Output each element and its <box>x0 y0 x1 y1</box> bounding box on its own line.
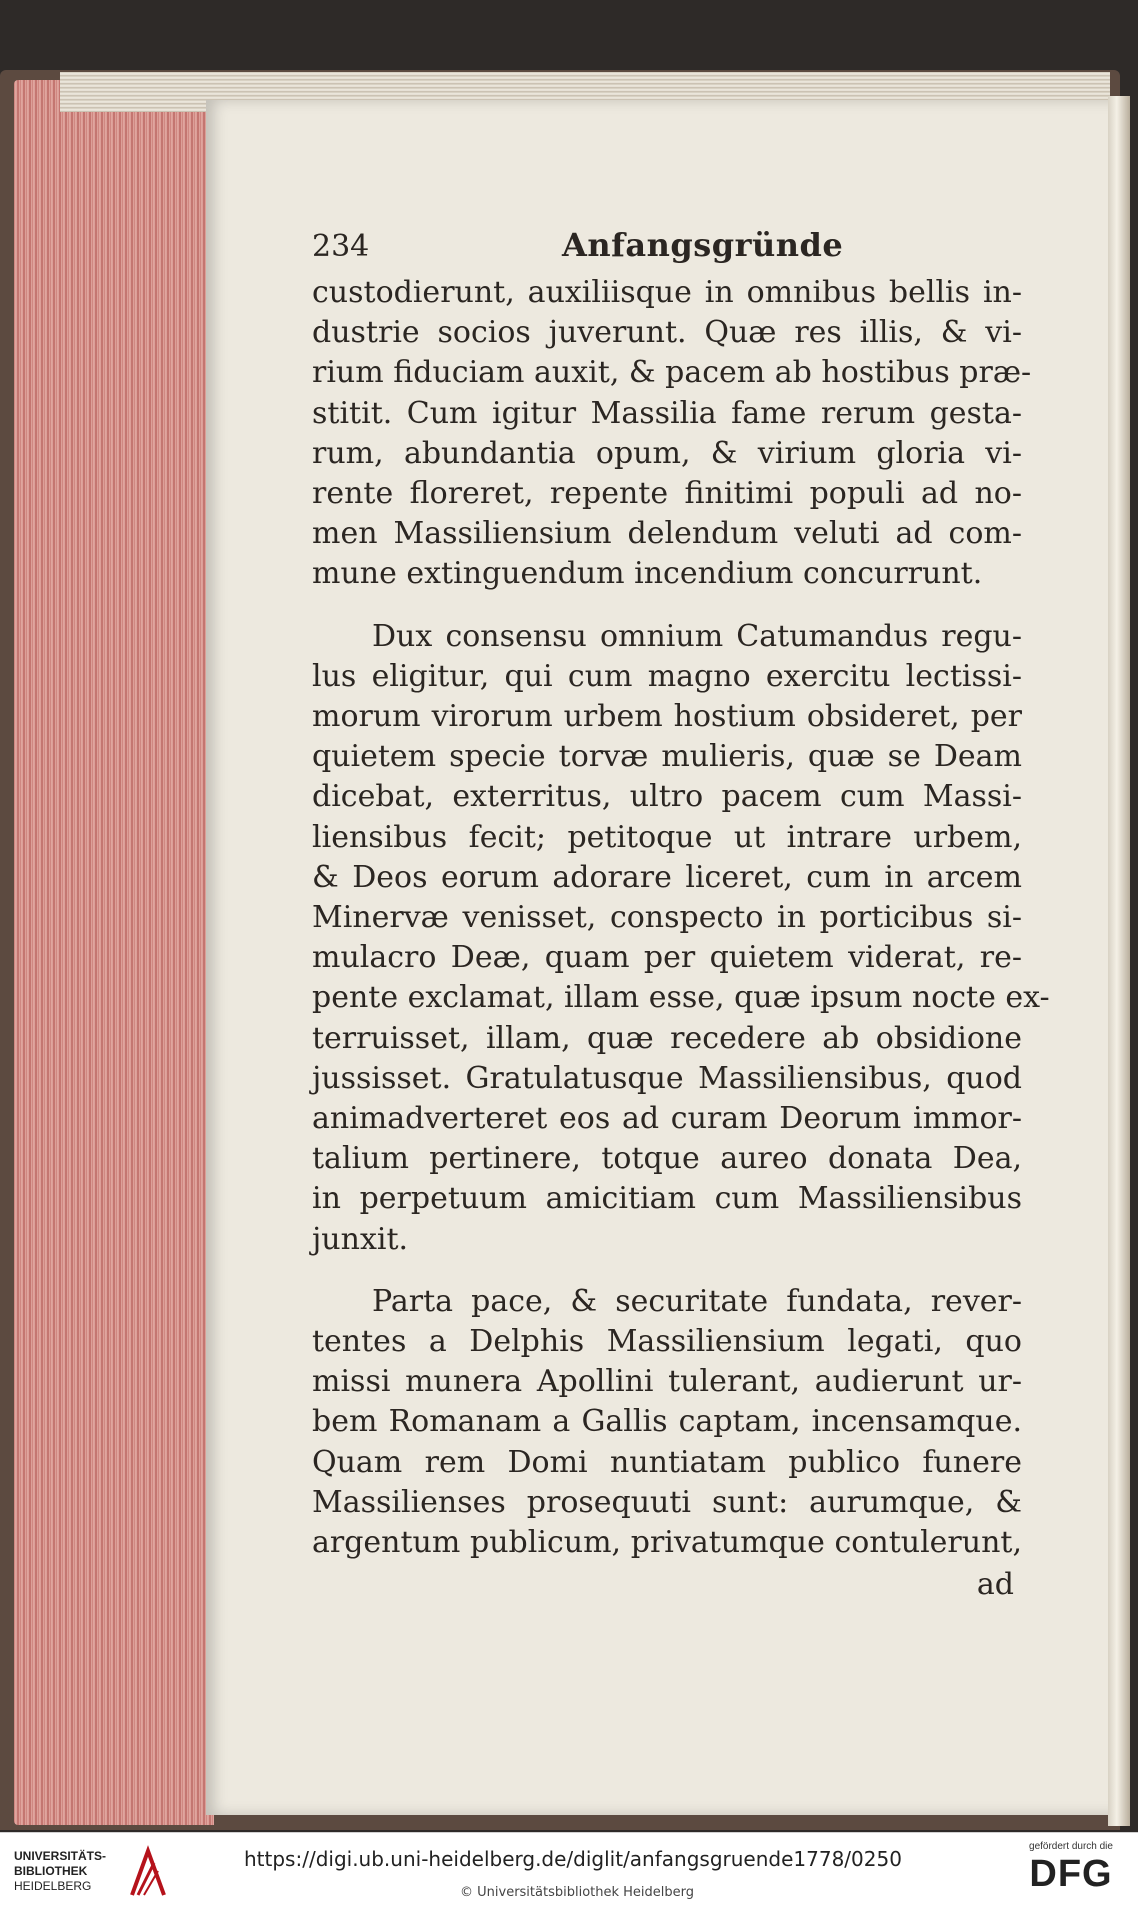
page-edges <box>14 80 214 1825</box>
library-logo[interactable] <box>14 1849 134 1894</box>
text-line: dustrie socios juverunt. Quæ res illis, & vi- <box>312 315 1022 351</box>
text-line: Quam rem Domi nuntiatam publico funere <box>312 1444 1022 1480</box>
text-line: mune extinguendum incendium concurrunt. <box>312 556 983 592</box>
paragraph-3 <box>312 1282 1022 1563</box>
viewer-footer <box>0 1832 1138 1914</box>
text-line: rente floreret, repente finitimi populi ad no- <box>312 476 1022 512</box>
funder-logo[interactable] <box>1012 1841 1130 1907</box>
text-line: Massilienses prosequuti sunt: aurumque, & <box>312 1484 1022 1520</box>
running-head: Anfangsgründe <box>562 226 844 264</box>
paragraph-2 <box>312 617 1050 1260</box>
text-line: dicebat, exterritus, ultro pacem cum Massi- <box>312 779 1022 815</box>
text-line: in perpetuum amicitiam cum Massiliensibus <box>312 1181 1022 1217</box>
text-line: talium pertinere, totque aureo donata Dea, <box>312 1141 1022 1177</box>
text-line: jussisset. Gratulatusque Massiliensibus, quod <box>312 1060 1022 1096</box>
catchword: ad <box>976 1567 1014 1603</box>
funder-note: gefördert durch die <box>1029 1841 1113 1852</box>
copyright-notice: © Universitätsbibliothek Heidelberg <box>460 1885 695 1900</box>
text-line: junxit. <box>312 1221 409 1257</box>
text-line: Dux consensu omnium Catumandus regu- <box>372 618 1022 654</box>
text-line: missi munera Apollini tulerant, audierunt ur- <box>312 1364 1022 1400</box>
page-header <box>312 225 1022 269</box>
text-line: custodierunt, auxiliisque in omnibus bellis in- <box>312 275 1022 310</box>
text-line: stitit. Cum igitur Massilia fame rerum gesta- <box>312 395 1022 431</box>
text-line: & Deos eorum adorare liceret, cum in arcem <box>312 859 1022 895</box>
library-name-line2: BIBLIOTHEK <box>14 1864 88 1878</box>
text-line: tentes a Delphis Massiliensium legati, quo <box>312 1324 1022 1360</box>
text-line: quietem specie torvæ mulieris, quæ se Deam <box>312 739 1022 775</box>
page-right-edge <box>1108 96 1130 1826</box>
permalink-url[interactable]: https://digi.ub.uni-heidelberg.de/diglit/anfangsgruende1778/0250 <box>244 1847 902 1871</box>
library-name-line1: UNIVERSITÄTS- <box>14 1849 107 1863</box>
text-line: mulacro Deæ, quam per quietem viderat, re- <box>312 940 1022 976</box>
text-line: lus eligitur, qui cum magno exercitu lectissi- <box>312 658 1022 694</box>
text-line: terruisset, illam, quæ recedere ab obsidione <box>312 1020 1022 1056</box>
text-line: morum virorum urbem hostium obsideret, per <box>312 699 1022 735</box>
text-line: liensibus fecit; petitoque ut intrare urbem, <box>312 819 1022 855</box>
page-number: 234 <box>312 229 370 264</box>
text-line: animadverteret eos ad curam Deorum immor- <box>312 1101 1022 1137</box>
page-text <box>312 225 1050 1606</box>
text-line: Minervæ venisset, conspecto in porticibus si- <box>312 900 1022 936</box>
text-line: rum, abundantia opum, & virium gloria vi- <box>312 435 1022 471</box>
text-line: argentum publicum, privatumque contulerunt, <box>312 1525 1022 1561</box>
text-line: bem Romanam a Gallis captam, incensamque. <box>312 1404 1022 1440</box>
dfg-logo: DFG <box>1029 1853 1113 1895</box>
text-line: Parta pace, & securitate fundata, rever- <box>372 1283 1022 1319</box>
library-name-line3: HEIDELBERG <box>14 1879 92 1893</box>
text-line: pente exclamat, illam esse, quæ ipsum nocte ex- <box>312 980 1050 1016</box>
paragraph-1 <box>312 273 1032 595</box>
text-line: rium fiduciam auxit, & pacem ab hostibus præ- <box>312 355 1032 391</box>
library-mark-icon <box>128 1845 168 1899</box>
text-line: men Massiliensium delendum veluti ad com- <box>312 516 1022 552</box>
